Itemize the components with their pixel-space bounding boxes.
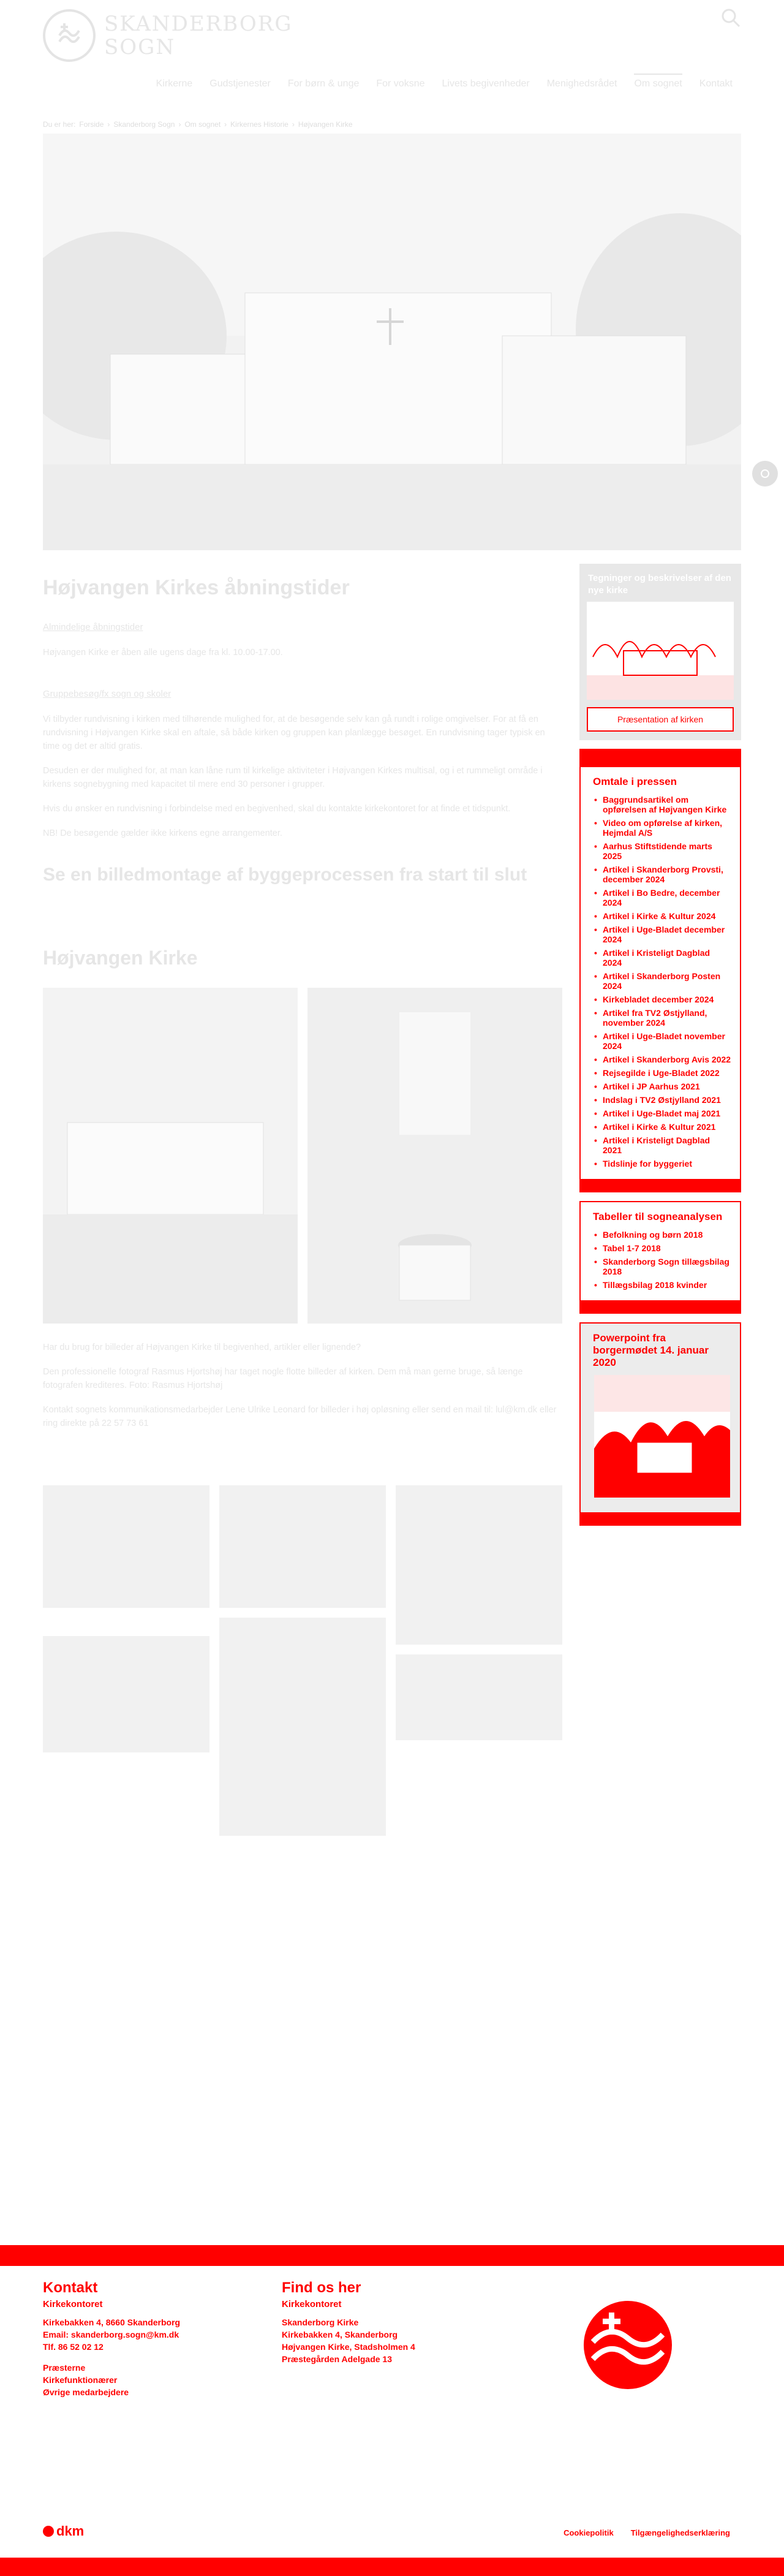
footer-contact-title: Kontakt xyxy=(43,2279,98,2296)
footer-find-link[interactable]: Præstegården Adelgade 13 xyxy=(282,2354,392,2364)
press-item[interactable]: • Aarhus Stiftstidende marts 2025 xyxy=(593,839,731,863)
nav-om-sognet[interactable]: Om sognet xyxy=(625,76,690,92)
footer-contact-email[interactable]: Email: skanderborg.sogn@km.dk xyxy=(43,2330,179,2339)
breadcrumb-item[interactable]: Forside xyxy=(79,120,104,129)
ppt-footer-bar xyxy=(579,1513,741,1526)
press-header-bar xyxy=(579,749,741,767)
drawings-box xyxy=(579,564,741,740)
tables-footer-bar xyxy=(579,1301,741,1314)
gallery-heading: Højvangen Kirke xyxy=(43,947,198,969)
gallery-thumb[interactable] xyxy=(396,1654,562,1740)
construction-gallery xyxy=(43,1485,564,1836)
nav-livets-begivenheder[interactable]: Livets begivenheder xyxy=(442,78,530,89)
opening-hours-link[interactable]: Almindelige åbningstider xyxy=(43,622,143,632)
nav-born-unge[interactable]: For børn & unge xyxy=(287,78,360,89)
press-item[interactable]: • Artikel i Skanderborg Avis 2022 xyxy=(593,1053,731,1066)
sidebar xyxy=(579,564,741,1526)
footer-contact-phone[interactable]: Tlf. 86 52 02 12 xyxy=(43,2342,104,2352)
footer-staff-link[interactable]: Øvrige medarbejdere xyxy=(43,2387,129,2397)
press-item[interactable]: • Baggrundsartikel om opførelsen af Højvangen Kirke xyxy=(593,793,731,816)
tables-list xyxy=(593,1228,731,1292)
search-icon[interactable] xyxy=(720,7,741,28)
press-item[interactable]: • Artikel i Kirke & Kultur 2024 xyxy=(593,909,731,923)
press-item[interactable]: • Artikel i Skanderborg Provsti, december 2024 xyxy=(593,863,731,886)
press-item[interactable]: • Artikel i Uge-Bladet november 2024 xyxy=(593,1029,731,1053)
breadcrumb-item[interactable]: Om sognet xyxy=(184,120,221,129)
group-visits-link[interactable]: Gruppebesøg/fx sogn og skoler xyxy=(43,689,172,699)
table-item[interactable]: • Tillægsbilag 2018 kvinder xyxy=(593,1278,731,1292)
ppt-box xyxy=(579,1322,741,1513)
table-item[interactable]: • Befolkning og børn 2018 xyxy=(593,1228,731,1241)
logo-line1: SKANDERBORG xyxy=(104,12,293,36)
nav-gudstjenester[interactable]: Gudstjenester xyxy=(209,78,271,89)
footer-top-band xyxy=(0,2245,784,2266)
church-exterior-image[interactable] xyxy=(43,988,298,1324)
church-interior-image[interactable] xyxy=(307,988,562,1324)
rooms-text: Desuden er der mulighed for, at man kan låne rum til kirkelige aktiviteter i Højvangen Kirkes multisal, og i et rummeligt område i kirkens sognebygning med kapacitet til mere end 30 personer i grupper. xyxy=(43,766,543,789)
footer-bottom-bar xyxy=(0,2558,784,2576)
main-content xyxy=(43,576,564,1836)
tables-title: Tabeller til sogneanalysen xyxy=(593,1211,723,1222)
press-item[interactable]: • Artikel i JP Aarhus 2021 xyxy=(593,1080,731,1093)
press-item[interactable]: • Artikel i Bo Bedre, december 2024 xyxy=(593,886,731,909)
photo-question: Har du brug for billeder af Højvangen Kirke til begivenhed, artikler eller lignende? xyxy=(43,1343,361,1352)
nav-kontakt[interactable]: Kontakt xyxy=(699,78,733,89)
dkm-dot-icon xyxy=(43,2526,54,2537)
breadcrumb-item[interactable]: Kirkernes Historie xyxy=(230,120,288,129)
table-item[interactable]: • Skanderborg Sogn tillægsbilag 2018 xyxy=(593,1255,731,1278)
footer-contact-address: Kirkebakken 4, 8660 Skanderborg xyxy=(43,2317,181,2327)
nav-voksne[interactable]: For voksne xyxy=(376,78,425,89)
press-item[interactable]: • Artikel i Uge-Bladet december 2024 xyxy=(593,923,731,946)
footer-staff-link[interactable]: Præsterne xyxy=(43,2363,86,2373)
photographer-text: Den professionelle fotograf Rasmus Hjortshøj har taget nogle flotte billeder af kirken. Dem må man gerne bruge, så længe fotografen krediteres. Foto: Rasmus Hjortshøj xyxy=(43,1367,523,1390)
logo-emblem-icon xyxy=(43,9,96,62)
ppt-title: Powerpoint fra borgermødet 14. januar 2020 xyxy=(593,1332,709,1368)
dkm-text: dkm xyxy=(56,2523,85,2539)
nav-kirkerne[interactable]: Kirkerne xyxy=(156,78,193,89)
photo-contact-text: Kontakt sognets kommunikationsmedarbejder Lene Ulrike Leonard for billeder i høj opløsning eller send en mail til: lul@km.dk eller ring direkte på 22 57 73 61 xyxy=(43,1405,557,1428)
gallery-thumb[interactable] xyxy=(219,1485,386,1608)
breadcrumb-prefix: Du er her: xyxy=(43,120,76,129)
presentation-button[interactable]: Præsentation af kirken xyxy=(587,707,734,732)
site-header xyxy=(0,0,784,104)
press-item[interactable]: • Artikel i Kristeligt Dagblad 2021 xyxy=(593,1134,731,1157)
footer-find-title: Find os her xyxy=(282,2279,361,2296)
press-item[interactable]: • Rejsegilde i Uge-Bladet 2022 xyxy=(593,1066,731,1080)
footer-find xyxy=(282,2279,484,2366)
opening-hours-text: Højvangen Kirke er åben alle ugens dage fra kl. 10.00-17.00. xyxy=(43,648,283,657)
breadcrumb: Du er her: Forside › Skanderborg Sogn › Om sognet › Kirkernes Historie › Højvangen Kirke xyxy=(43,120,353,129)
press-item[interactable]: • Kirkebladet december 2024 xyxy=(593,993,731,1006)
site-logo[interactable] xyxy=(43,9,293,62)
press-title: Omtale i pressen xyxy=(593,776,677,787)
press-item[interactable]: • Artikel i Kristeligt Dagblad 2024 xyxy=(593,946,731,969)
press-list xyxy=(593,793,731,1170)
footer-contact-sub: Kirkekontoret xyxy=(43,2299,103,2309)
montage-heading: Se en billedmontage af byggeprocessen fra start til slut xyxy=(43,865,527,885)
footer-find-link[interactable]: Skanderborg Kirke xyxy=(282,2317,359,2327)
footer-find-link[interactable]: Kirkebakken 4, Skanderborg xyxy=(282,2330,398,2339)
footer-staff-link[interactable]: Kirkefunktionærer xyxy=(43,2375,118,2385)
gallery-row xyxy=(43,988,564,1324)
cookie-policy-link[interactable]: Cookiepolitik xyxy=(564,2528,614,2537)
gallery-thumb[interactable] xyxy=(43,1636,209,1752)
footer-find-sub: Kirkekontoret xyxy=(282,2299,342,2309)
drawings-box-title: Tegninger og beskrivelser af den nye kirke xyxy=(588,573,731,596)
nav-menighedsraadet[interactable]: Menighedsrådet xyxy=(546,78,617,89)
footer-contact xyxy=(43,2279,245,2399)
footer-find-link[interactable]: Højvangen Kirke, Stadsholmen 4 xyxy=(282,2342,415,2352)
note-text: NB! De besøgende gælder ikke kirkens egne arrangementer. xyxy=(43,828,282,838)
press-item[interactable]: • Artikel fra TV2 Østjylland, november 2024 xyxy=(593,1006,731,1029)
press-list-box xyxy=(579,767,741,1180)
footer-logo-icon xyxy=(582,2299,674,2391)
table-item[interactable]: • Tabel 1-7 2018 xyxy=(593,1241,731,1255)
site-footer xyxy=(0,2266,784,2554)
group-visits-text: Vi tilbyder rundvisning i kirken med tilhørende mulighed for, at de besøgende selv kan gå rundt i rolige omgivelser. For at få en rundvisning i Højvangen Kirke skal en aftale, så både kirken og gruppen kan planlægge besøget. En rundvisning tager typisk en time og det er altid gratis. xyxy=(43,714,545,751)
gallery-thumb[interactable] xyxy=(219,1618,386,1836)
gallery-thumb[interactable] xyxy=(396,1485,562,1645)
press-item[interactable]: • Artikel i Skanderborg Posten 2024 xyxy=(593,969,731,993)
press-item[interactable]: • Tidslinje for byggeriet xyxy=(593,1157,731,1170)
legal-links xyxy=(564,2528,730,2537)
main-nav xyxy=(148,76,741,92)
accessibility-link[interactable]: Tilgængelighedserklæring xyxy=(630,2528,730,2537)
breadcrumb-current: Højvangen Kirke xyxy=(298,120,353,129)
hero-church-image xyxy=(43,134,741,550)
side-tab-icon[interactable] xyxy=(752,461,778,487)
page-title: Højvangen Kirkes åbningstider xyxy=(43,576,350,599)
press-footer-bar xyxy=(579,1180,741,1192)
press-item[interactable]: • Video om opførelse af kirken, Hejmdal A/S xyxy=(593,816,731,839)
press-item[interactable]: • Artikel i Uge-Bladet maj 2021 xyxy=(593,1107,731,1120)
dkm-logo[interactable] xyxy=(43,2523,84,2539)
breadcrumb-item[interactable]: Skanderborg Sogn xyxy=(113,120,175,129)
tables-box xyxy=(579,1201,741,1301)
ppt-thumbnail-image[interactable] xyxy=(594,1375,730,1498)
contact-office-text: Hvis du ønsker en rundvisning i forbindelse med en begivenhed, skal du kontakte kirkekontoret for at finde et tidspunkt. xyxy=(43,804,511,814)
gallery-thumb[interactable] xyxy=(43,1485,209,1608)
press-item[interactable]: • Artikel i Kirke & Kultur 2021 xyxy=(593,1120,731,1134)
logo-line2: SOGN xyxy=(104,35,176,59)
press-item[interactable]: • Indslag i TV2 Østjylland 2021 xyxy=(593,1093,731,1107)
drawing-thumbnail-image[interactable] xyxy=(587,602,734,700)
